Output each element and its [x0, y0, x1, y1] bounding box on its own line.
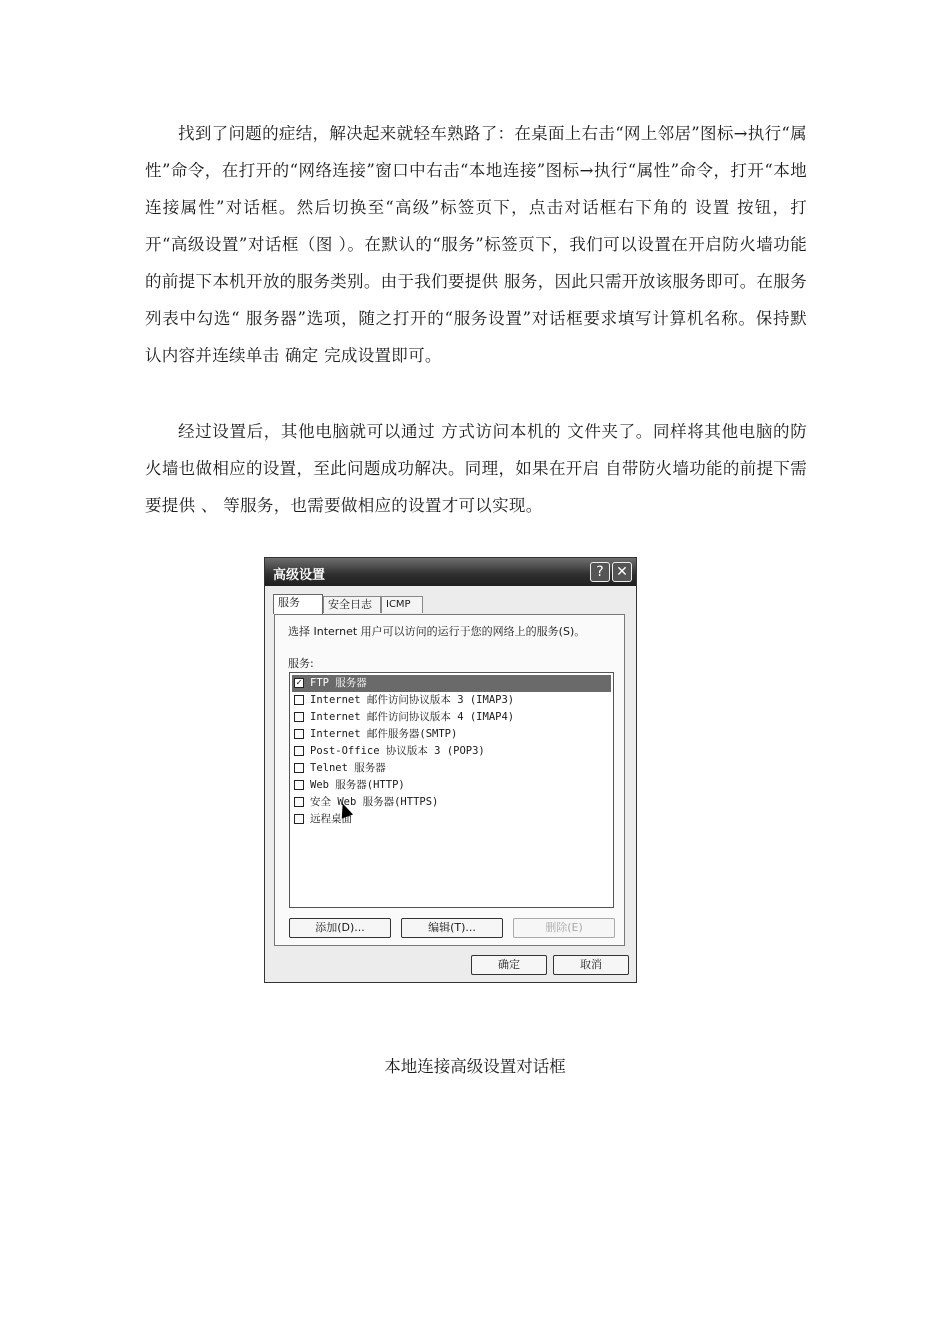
checkbox-checked[interactable]: ✓ — [294, 678, 304, 688]
service-label: Web 服务器(HTTP) — [310, 779, 405, 791]
checkbox[interactable] — [294, 746, 304, 756]
service-item-imap4[interactable] — [292, 709, 611, 726]
advanced-settings-dialog — [264, 557, 637, 983]
dialog-title: 高级设置 — [273, 568, 326, 583]
services-description: 选择 Internet 用户可以访问的运行于您的网络上的服务(S)。 — [288, 625, 586, 638]
checkbox[interactable] — [294, 695, 304, 705]
service-item-pop3[interactable] — [292, 743, 611, 760]
edit-button[interactable]: 编辑(T)... — [401, 918, 503, 938]
service-item-imap3[interactable] — [292, 692, 611, 709]
tab-security-log[interactable]: 安全日志 — [323, 596, 381, 613]
body-paragraph-2: 经过设置后，其他电脑就可以通过 方式访问本机的 文件夹了。同样将其他电脑的防火墙也做相应的设置，至此问题成功解决。同理，如果在开启 自带防火墙功能的前提下需要提供 、 等服务，也需要做相应的设置才可以实现。 — [145, 422, 807, 515]
service-label: FTP 服务器 — [310, 677, 367, 689]
checkbox[interactable] — [294, 814, 304, 824]
service-item-http[interactable] — [292, 777, 611, 794]
dialog-titlebar — [265, 558, 636, 586]
help-icon[interactable]: ? — [590, 562, 610, 582]
body-paragraph-1: 找到了问题的症结，解决起来就轻车熟路了：在桌面上右击“网上邻居”图标→执行“属性”命令，在打开的“网络连接”窗口中右击“本地连接”图标→执行“属性”命令，打开“本地连接属性”对话框。然后切换至“高级”标签页下，点击对话框右下角的 设置 按钮，打开“高级设置”对话框（图 ）。在默认的“服务”标签页下，我们可以设置在开启防火墙功能的前提下本机开放的服务类别。由于我们要提供 服务，因此只需开放该服务即可。在服务列表中勾选“ 服务器”选项，随之打开的“服务设置”对话框要求填写计算机名称。保持默认内容并连续单击 确定 完成设置即可。 — [145, 124, 807, 365]
delete-button[interactable]: 删除(E) — [513, 918, 615, 938]
service-item-ftp[interactable] — [292, 675, 611, 692]
tab-services[interactable]: 服务 — [273, 594, 323, 614]
add-button[interactable]: 添加(D)... — [289, 918, 391, 938]
checkbox[interactable] — [294, 729, 304, 739]
figure-caption: 本地连接高级设置对话框 — [384, 1057, 566, 1076]
ok-button[interactable]: 确定 — [471, 955, 547, 975]
service-label: Internet 邮件服务器(SMTP) — [310, 728, 458, 740]
checkbox[interactable] — [294, 763, 304, 773]
service-label: 远程桌面 — [310, 813, 352, 825]
service-label: Post-Office 协议版本 3 (POP3) — [310, 745, 485, 757]
cancel-button[interactable]: 取消 — [553, 955, 629, 975]
checkbox[interactable] — [294, 780, 304, 790]
service-item-smtp[interactable] — [292, 726, 611, 743]
checkbox[interactable] — [294, 797, 304, 807]
service-label: 安全 Web 服务器(HTTPS) — [310, 796, 439, 808]
service-label: Telnet 服务器 — [310, 762, 386, 774]
services-listbox[interactable] — [289, 672, 614, 908]
checkbox[interactable] — [294, 712, 304, 722]
service-label: Internet 邮件访问协议版本 4 (IMAP4) — [310, 711, 515, 723]
service-item-telnet[interactable] — [292, 760, 611, 777]
services-label: 服务: — [288, 657, 314, 670]
close-icon[interactable]: ✕ — [612, 562, 632, 582]
tab-icmp[interactable]: ICMP — [381, 596, 423, 613]
service-label: Internet 邮件访问协议版本 3 (IMAP3) — [310, 694, 515, 706]
services-panel — [274, 614, 625, 946]
